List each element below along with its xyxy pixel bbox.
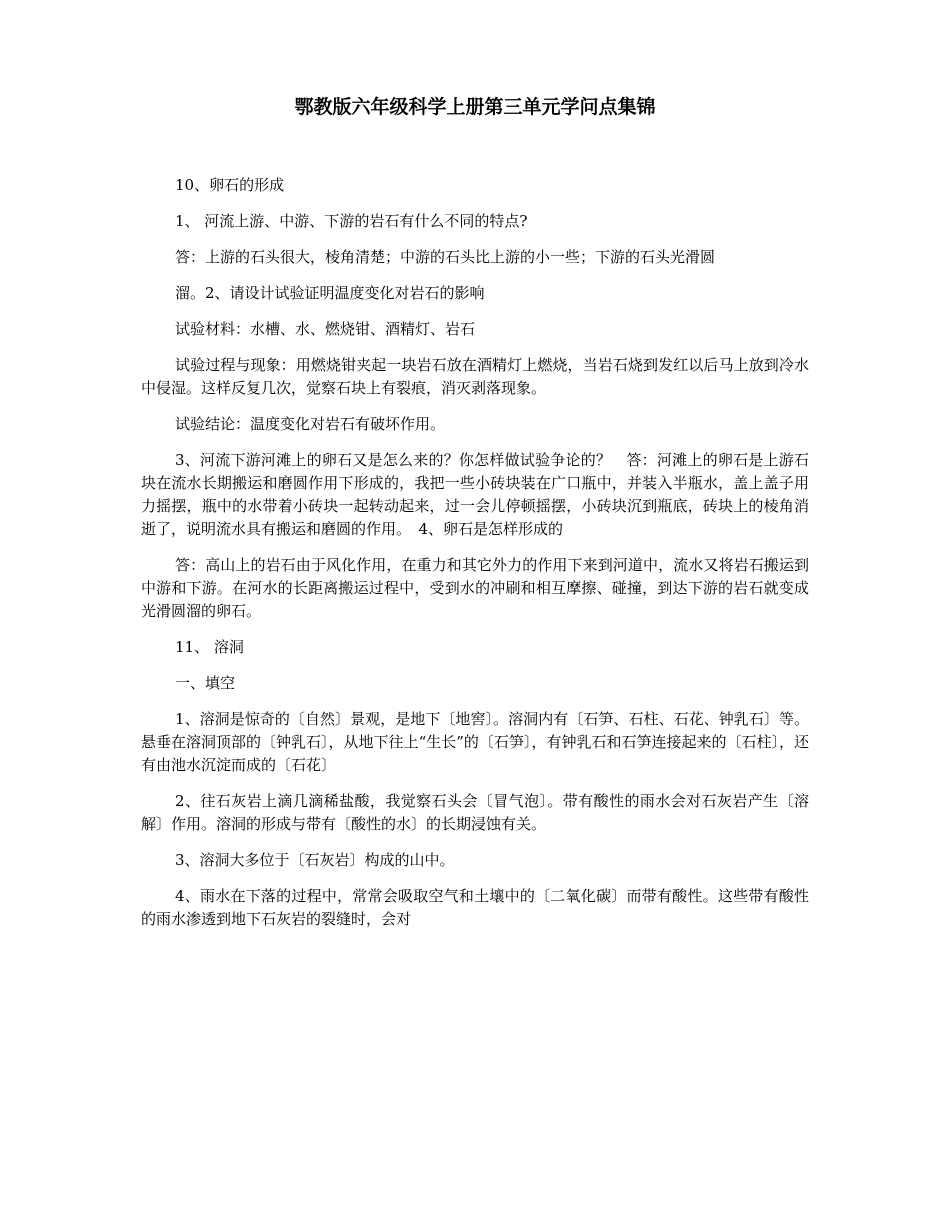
section-heading-pebbles: 10、卵石的形成 (175, 176, 285, 194)
question-paragraph: 溜。2、请设计试验证明温度变化对岩石的影响 (175, 284, 485, 302)
answer-paragraph: 答：高山上的岩石由于风化作用，在重力和其它外力的作用下来到河道中，流水又将岩石搬运到中游和下游。在河水的长距离搬运过程中，受到水的冲刷和相互摩擦、碰撞，到达下游的岩石就变成光滑圆溜的卵石。 (141, 556, 809, 620)
subsection-heading-fill-in: 一、填空 (175, 674, 236, 692)
experiment-materials: 试验材料：水槽、水、燃烧钳、酒精灯、岩石 (175, 320, 476, 338)
document-title: 鄂教版六年级科学上册第三单元学问点集锦 (294, 96, 656, 118)
experiment-process: 试验过程与现象：用燃烧钳夹起一块岩石放在酒精灯上燃烧，当岩石烧到发红以后马上放到冷水中侵湿。这样反复几次，觉察石块上有裂痕，消灭剥落现象。 (141, 356, 809, 397)
fill-in-item: 4、雨水在下落的过程中，常常会吸取空气和土壤中的〔二氧化碳〕而带有酸性。这些带有酸性的雨水渗透到地下石灰岩的裂缝时，会对 (141, 887, 809, 928)
fill-in-item: 2、往石灰岩上滴几滴稀盐酸，我觉察石头会〔冒气泡〕。带有酸性的雨水会对石灰岩产生〔溶解〕作用。溶洞的形成与带有〔酸性的水〕的长期浸蚀有关。 (141, 792, 809, 833)
answer-paragraph: 答：上游的石头很大，棱角清楚；中游的石头比上游的小一些；下游的石头光滑圆 (175, 248, 716, 266)
fill-in-item: 1、溶洞是惊奇的〔自然〕景观，是地下〔地窖〕。溶洞内有〔石笋、石柱、石花、钟乳石〕等。悬垂在溶洞顶部的〔钟乳石〕，从地下往上“生长”的〔石笋〕，有钟乳石和石笋连接起来的〔石柱〕，还有由池水沉淀而成的〔石花〕 (141, 710, 809, 774)
question-answer-paragraph: 3、河流下游河滩上的卵石又是怎么来的？你怎样做试验争论的？ 答：河滩上的卵石是上游石块在流水长期搬运和磨圆作用下形成的，我把一些小砖块装在广口瓶中，并装入半瓶水，盖上盖子用力摇摆，瓶中的水带着小砖块一起转动起来，过一会儿停顿摇摆，小砖块沉到瓶底，砖块上的棱角消逝了，说明流水具有搬运和磨圆的作用。 4、卵石是怎样形成的 (141, 451, 809, 538)
section-heading-caves: 11、 溶洞 (175, 638, 244, 656)
document-body (141, 174, 809, 931)
question-paragraph: 1、 河流上游、中游、下游的岩石有什么不同的特点? (175, 212, 528, 230)
fill-in-item: 3、溶洞大多位于〔石灰岩〕构成的山中。 (175, 851, 455, 869)
experiment-conclusion: 试验结论：温度变化对岩石有破坏作用。 (175, 415, 446, 433)
